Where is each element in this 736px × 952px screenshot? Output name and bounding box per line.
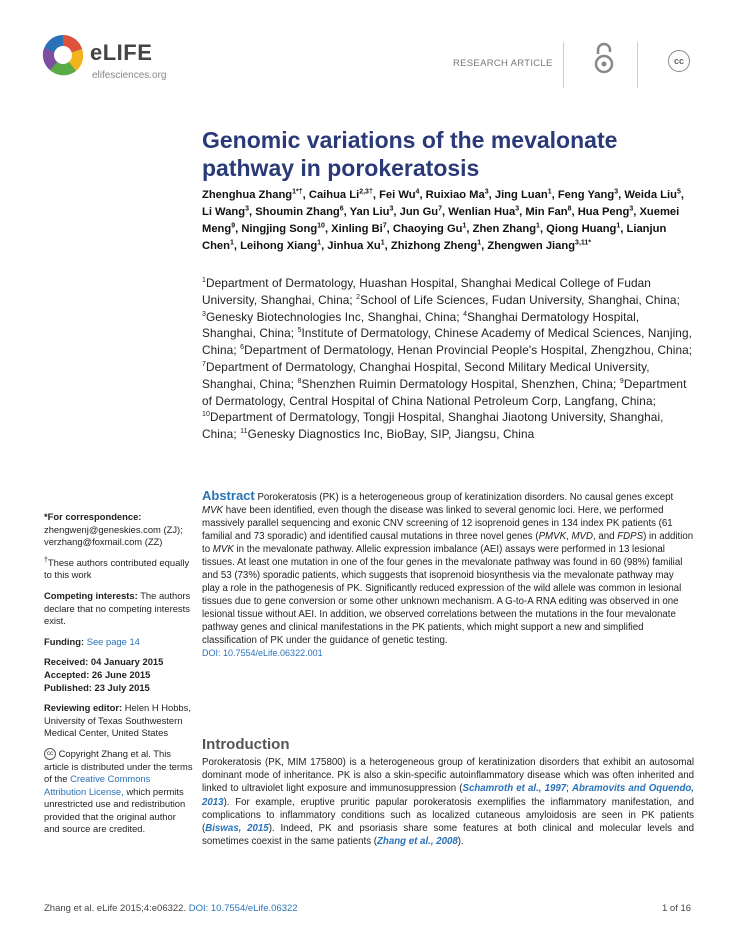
author-name-text: Zhen Zhang [472,223,537,235]
affiliation-number: 2 [356,293,361,301]
introduction-body [202,756,694,848]
affiliation-number: 10 [202,411,210,419]
affiliation-text: Genesky Biotechnologies Inc, Shanghai, China; [206,309,460,324]
elife-logo[interactable] [42,34,172,84]
footer-doi-link[interactable]: DOI: 10.7554/eLife.06322 [188,903,298,914]
author-name-text: Shoumin Zhang [255,206,340,218]
author-superscript: 3,11* [575,239,592,247]
author-name [495,189,552,201]
citation-link-1[interactable]: Schamroth et al., 1997 [462,783,567,795]
reviewing-editor-label: Reviewing editor: [44,702,123,714]
author-superscript: 9 [231,222,236,230]
author-name-text: Xuemei Meng [202,206,680,235]
intro-sep-1: ; [566,783,572,795]
abstract-body: Porokeratosis (PK) is a heterogeneous group of keratinization disorders. No causal genes except MVK have been identified, even though the disease was linked to several genomic loci. Here, we performed massively parallel sequencing and exonic CNV screening of 12 isoprenoid genes in 134 index PK patients (61 familial and 73 sporadic) and identified causal mutations in three novel genes (PMVK, MVD, and FDPS) in addition to MVK in the mevalonate pathway. Allelic expression imbalance (AEI) assays were performed in 13 lesional tissues. At least one mutation in one of the four genes in the mevalonate pathway was found in 60 (98%) familial and 53 (73%) sporadic patients, which suggests that isoprenoid biosynthesis via the mevalonate pathway may play a role in the pathogenesis of PK. Significantly reduced expression of the wild allele was common in lesional tissues due to gene conversion or some other unknown mechanism. A G-to-A RNA editing was observed in one lesional tissue without AEI. In addition, we observed correlations between the mutations in the four mevalonate pathway genes and clinical manifestations in the PK patients, which might support a new and simplified classification of PK under the guidance of genetic testing. [202,492,694,646]
equal-contribution-text: These authors contributed equally to this work [44,556,190,581]
affiliation-text: School of Life Sciences, Fudan University, Shanghai, China; [360,292,680,307]
author-superscript: 1 [380,239,385,247]
logo-wordmark: eLIFE [90,40,153,65]
author-name-text: Zhenghua Zhang [202,189,293,201]
affiliation-number: 3 [202,310,206,318]
citation-link-4[interactable]: Zhang et al., 2008 [377,836,458,848]
author-name-text: Jinhua Xu [327,240,381,252]
author-name [241,223,325,235]
author-superscript: 5 [676,188,681,196]
title-line-2: pathway in porokeratosis [202,155,480,181]
author-name-text: Hua Peng [577,206,630,218]
author-name [487,240,591,252]
article-type-label: RESEARCH ARTICLE [453,58,553,69]
author-name-text: Chaoying Gu [392,223,463,235]
author-name [525,206,571,218]
affiliation-number: 6 [240,344,245,352]
author-superscript: 1 [547,188,552,196]
author-superscript: 1 [477,239,482,247]
author-name [240,240,321,252]
author-name-text: Feng Yang [557,189,615,201]
author-name [391,240,481,252]
abstract-doi-link[interactable]: DOI: 10.7554/eLife.06322.001 [202,648,323,658]
author-name-text: Min Fan [525,206,568,218]
received-date: Received: 04 January 2015 [44,656,164,668]
author-name [327,240,384,252]
author-name [473,223,540,235]
sidebar-info [44,511,194,836]
author-name [578,206,634,218]
gene-name: MVD [571,531,593,542]
elife-logo-icon [42,34,84,76]
correspondence-label: *For correspondence: [44,511,142,522]
author-name [400,206,442,218]
author-superscript: 8 [567,205,572,213]
author-name-text: Jun Gu [399,206,439,218]
intro-text-4: ). [457,836,464,848]
author-superscript: 3 [389,205,394,213]
gene-name: MVK [212,544,234,555]
author-name-text: Zhizhong Zheng [390,240,478,252]
author-superscript: 4 [415,188,420,196]
author-superscript: 1 [229,239,234,247]
author-name [331,223,387,235]
author-superscript: 3 [614,188,619,196]
creative-commons-icon: cc [668,50,690,72]
author-name [558,189,618,201]
author-superscript: 6 [339,205,344,213]
page-number: 1 of 16 [662,903,692,914]
author-name [202,189,303,201]
author-superscript: 3 [484,188,489,196]
creative-commons-link[interactable]: Creative Commons Attribution License, [44,773,151,797]
equal-contribution-note [44,557,194,582]
author-name-text: Zhengwen Jiang [487,240,576,252]
author-name [624,189,681,201]
author-name-text: Qiong Huang [546,223,617,235]
author-name [426,189,489,201]
author-name-text: Wenlian Hua [448,206,516,218]
author-superscript: 1 [317,239,322,247]
logo-url[interactable]: elifesciences.org [92,70,167,81]
copyright-block [44,748,194,836]
title-line-1: Genomic variations of the mevalonate [202,127,618,153]
affiliation-text: Shenzhen Ruimin Dermatology Hospital, Shenzhen, China; [301,376,617,391]
author-name [448,206,519,218]
author-name-text: Weida Liu [624,189,677,201]
author-superscript: 2,3† [359,188,373,196]
affiliation-text: Department of Dermatology, Henan Provincial People's Hospital, Zhengzhou, China; [244,343,693,358]
author-superscript: 1*† [292,188,303,196]
gene-name: FDPS [617,531,644,542]
author-name [202,206,249,218]
author-name-text: Yan Liu [349,206,390,218]
reviewing-editor-text: Helen H Hobbs, University of Texas Southwestern Medical Center, United States [44,702,191,739]
author-name-text: Jing Luan [494,189,548,201]
affiliation-number: 5 [297,327,302,335]
competing-interests-label: Competing interests: [44,589,138,601]
author-name-text: Xinling Bi [331,223,383,235]
author-superscript: 1 [616,222,621,230]
author-list: Zhenghua Zhang$^{1*\dagger}$, Caihua $Li^{2,3\dagger}$, Fei Wu$^4$, Ruixiao Ma$^3$, Jing Luan$^1$, Feng Yang$^3$, Weida Liu$^5$, Li Wang$^3$, Shoumin Zhang$^6$, Yan Liu$^3$, Jun Gu$^7$, Wenlian Hua$^3$, Min Fan$^8$, Hua Peng$^3$, Xuemei Meng$^9$, Ningjing Song$^{10}$, Xinling Bi$^7$, Chaoying Gu$^1$, Zhen Zhang$^1$, Qiong Huang$^1$, Lianjun Chen$^1$, Leihong Xiang$^1$, Jinhua Xu$^1$, Zhizhong Zheng$^1$, Zhengwen Jiang$^{3,11*}$ [202,188,684,252]
reviewing-editor [44,702,194,740]
author-name-text: Leihong Xiang [240,240,318,252]
dates-block [44,656,194,694]
author-name [255,206,343,218]
copyright-cc-icon: cc [44,748,56,760]
funding-label: Funding: [44,635,85,647]
author-superscript: 10 [317,222,325,230]
author-name-text: Fei Wu [379,189,416,201]
affiliation-text: Department of Dermatology, Tongji Hospital, Shanghai Jiaotong University, Shanghai, China; [202,410,664,442]
affiliation-text: Department of Dermatology, Changhai Hospital, Second Military Medical University, Shanghai, China; [202,359,650,391]
intro-text-1: Porokeratosis (PK, MIM 175800) is a heterogeneous group of keratinization disorders that exhibit an autosomal dominant mode of inheritance. PK is also a skin-specific autoinflammatory disease which was often inherited and linked to ultraviolet light exposure and immunosuppression ( [202,757,694,795]
accepted-date: Accepted: 26 June 2015 [44,668,151,680]
author-name-text: Ningjing Song [241,223,318,235]
correspondence-email-1[interactable]: zhengwenj@geneskies.com (ZJ); [44,523,183,535]
competing-interests-text: The authors declare that no competing interests exist. [44,589,191,627]
funding-link[interactable]: See page 14 [86,635,140,647]
affiliation-text: Department of Dermatology, Huashan Hospital, Shanghai Medical College of Fudan University, Shanghai, China; [202,276,651,307]
gene-name: MVK [202,505,223,516]
author-name [309,189,373,201]
author-superscript: 1 [536,222,540,230]
author-name-text: Li Wang [202,206,246,218]
citation-link-3[interactable]: Biswas, 2015 [205,823,269,835]
author-name-text: Caihua Li [308,189,360,201]
author-name [350,206,394,218]
funding [44,636,194,649]
affiliation-list [202,275,694,443]
header-divider-2 [637,42,638,88]
affiliation-number: 11 [240,428,248,436]
author-superscript: 1 [462,222,467,230]
affiliation-number: 4 [463,310,468,318]
author-superscript: 7 [382,222,387,230]
affiliation-number: 9 [619,377,624,385]
author-name-text: Ruixiao Ma [425,189,485,201]
introduction-heading: Introduction [202,736,290,753]
intro-text-2: ). For example, eruptive pruritic papular porokeratosis exemplifies the inflammatory manifestation, and complications to inflammatory conditions such as localized cutaneous amyloidosis are seen in PK patients ( [202,796,694,835]
correspondence-block [44,511,194,549]
correspondence-email-2[interactable]: verzhang@foxmail.com (ZZ) [44,536,163,548]
affiliation-text: Genesky Diagnostics Inc, BioBay, SIP, Jiangsu, China [247,427,535,442]
affiliation-text: Shanghai Dermatology Hospital, Shanghai, China; [202,309,640,341]
footer-citation: Zhang et al. eLife 2015;4:e06322. [44,903,187,914]
author-name [546,223,620,235]
author-name [393,223,467,235]
author-name-text: Lianjun Chen [202,223,667,252]
author-name [379,189,419,201]
page-footer [44,903,298,914]
intro-text-3: ). Indeed, PK and psoriasis share some features at both clinical and molecular levels and sometimes coexist in the same patients ( [202,823,694,848]
competing-interests [44,590,194,628]
abstract-section [202,489,694,660]
open-access-icon [594,42,614,76]
copyright-text-2: which permits unrestricted use and redistribution provided that the original author and source are credited. [44,785,186,835]
copyright-text-1: Copyright Zhang et al. This article is distributed under the terms of the [44,747,193,785]
abstract-heading: Abstract [202,488,255,503]
author-superscript: 7 [438,205,443,213]
header-divider [563,42,564,88]
dagger-symbol: † [44,556,48,564]
citation-link-2[interactable]: Abramovits and Oquendo, 2013 [202,783,694,808]
affiliation-text: Institute of Dermatology, Chinese Academy of Medical Sciences, Nanjing, China; [202,326,692,358]
gene-name: PMVK [538,531,567,542]
author-superscript: 3 [629,205,634,213]
affiliation-number: 8 [297,377,302,385]
article-title [202,126,702,182]
affiliation-number: 7 [202,361,206,369]
affiliation-number: 1 [202,277,206,285]
affiliation-text: Department of Dermatology, Central Hospital of China National Petroleum Corp, Langfang, China; [202,376,687,408]
published-date: Published: 23 July 2015 [44,681,150,693]
author-superscript: 3 [515,205,520,213]
author-superscript: 3 [245,205,249,213]
